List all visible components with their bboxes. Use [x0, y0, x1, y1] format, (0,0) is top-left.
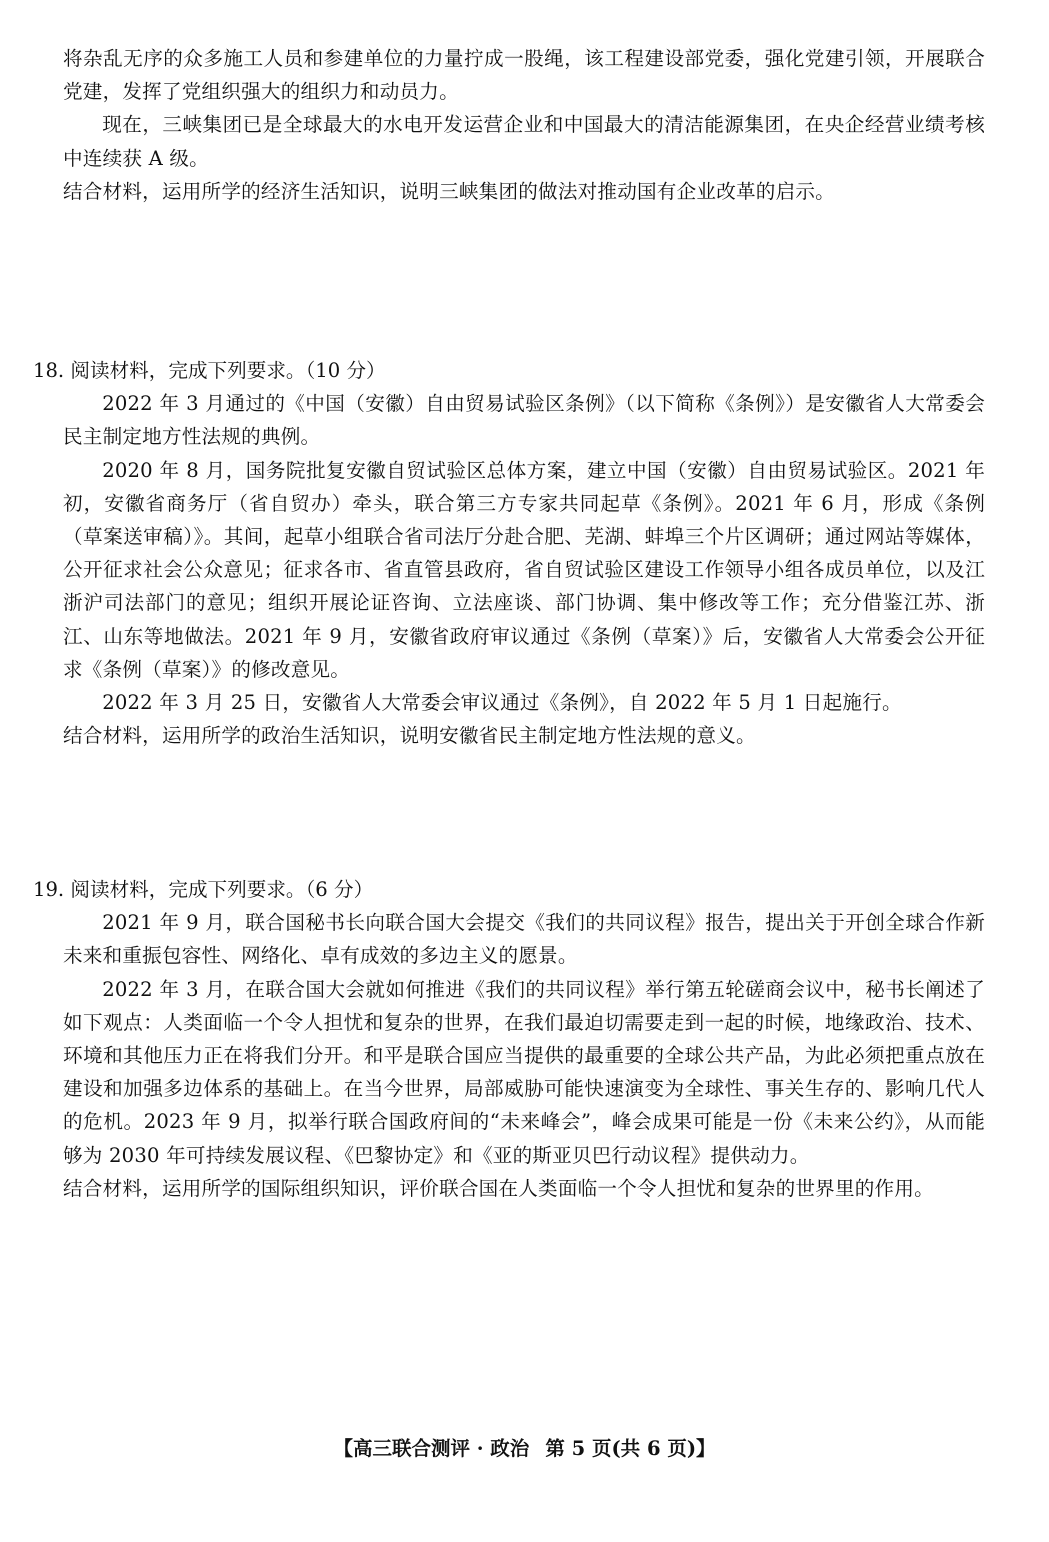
question-17-continuation: [63, 42, 985, 208]
question-18: [33, 354, 985, 752]
q18-prompt: 结合材料，运用所学的政治生活知识，说明安徽省民主制定地方性法规的意义。: [63, 724, 756, 748]
q18-header: 18. 阅读材料，完成下列要求。（10 分）: [33, 359, 386, 382]
q19-prompt: 结合材料，运用所学的国际组织知识，评价联合国在人类面临一个令人担忧和复杂的世界里的作用。: [63, 1176, 934, 1200]
question-19: [33, 873, 985, 1205]
footer-page-number: 第 5 页(共 6 页)】: [545, 1437, 716, 1460]
footer-exam-title: 【高三联合测评 · 政治: [333, 1437, 530, 1460]
q18-paragraph-3: 2022 年 3 月 25 日，安徽省人大常委会审议通过《条例》，自 2022 年 5 月 1 日起施行。: [102, 691, 902, 715]
q17-paragraph-2: 现在，三峡集团已是全球最大的水电开发运营企业和中国最大的清洁能源集团，在央企经营业绩考核中连续获 A 级。: [63, 113, 985, 170]
q19-paragraph-1: 2021 年 9 月，联合国秘书长向联合国大会提交《我们的共同议程》报告，提出关于开创全球合作新未来和重振包容性、网络化、卓有成效的多边主义的愿景。: [63, 911, 985, 968]
q17-paragraph-1: 将杂乱无序的众多施工人员和参建单位的力量拧成一股绳，该工程建设部党委，强化党建引领，开展联合党建，发挥了党组织强大的组织力和动员力。: [63, 47, 985, 104]
q18-paragraph-1: 2022 年 3 月通过的《中国（安徽）自由贸易试验区条例》（以下简称《条例》）是安徽省人大常委会民主制定地方性法规的典例。: [63, 392, 985, 449]
q18-paragraph-2: 2020 年 8 月，国务院批复安徽自贸试验区总体方案，建立中国（安徽）自由贸易试验区。2021 年初，安徽省商务厅（省自贸办）牵头，联合第三方专家共同起草《条例》。2021 年 6 月，形成《条例（草案送审稿）》。其间，起草小组联合省司法厅分赴合肥、芜湖、蚌埠三个片区调研；通过网站等媒体，公开征求社会公众意见；征求各市、省直管县政府，省自贸试验区建设工作领导小组各成员单位，以及江浙沪司法部门的意见；组织开展论证咨询、立法座谈、部门协调、集中修改等工作；充分借鉴江苏、浙江、山东等地做法。2021 年 9 月，安徽省政府审议通过《条例（草案）》后，安徽省人大常委会公开征求《条例（草案）》的修改意见。: [63, 458, 985, 681]
q19-paragraph-2: 2022 年 3 月，在联合国大会就如何推进《我们的共同议程》举行第五轮磋商会议中，秘书长阐述了如下观点：人类面临一个令人担忧和复杂的世界，在我们最迫切需要走到一起的时候，地缘政治、技术、环境和其他压力正在将我们分开。和平是联合国应当提供的最重要的全球公共产品，为此必须把重点放在建设和加强多边体系的基础上。在当今世界，局部威胁可能快速演变为全球性、事关生存的、影响几代人的危机。2023 年 9 月，拟举行联合国政府间的“未来峰会”，峰会成果可能是一份《未来公约》，从而能够为 2030 年可持续发展议程、《巴黎协定》和《亚的斯亚贝巴行动议程》提供动力。: [63, 977, 985, 1167]
q17-prompt: 结合材料，运用所学的经济生活知识，说明三峡集团的做法对推动国有企业改革的启示。: [63, 179, 835, 203]
q19-header: 19. 阅读材料，完成下列要求。（6 分）: [33, 878, 374, 901]
page-footer: [0, 1432, 1049, 1465]
